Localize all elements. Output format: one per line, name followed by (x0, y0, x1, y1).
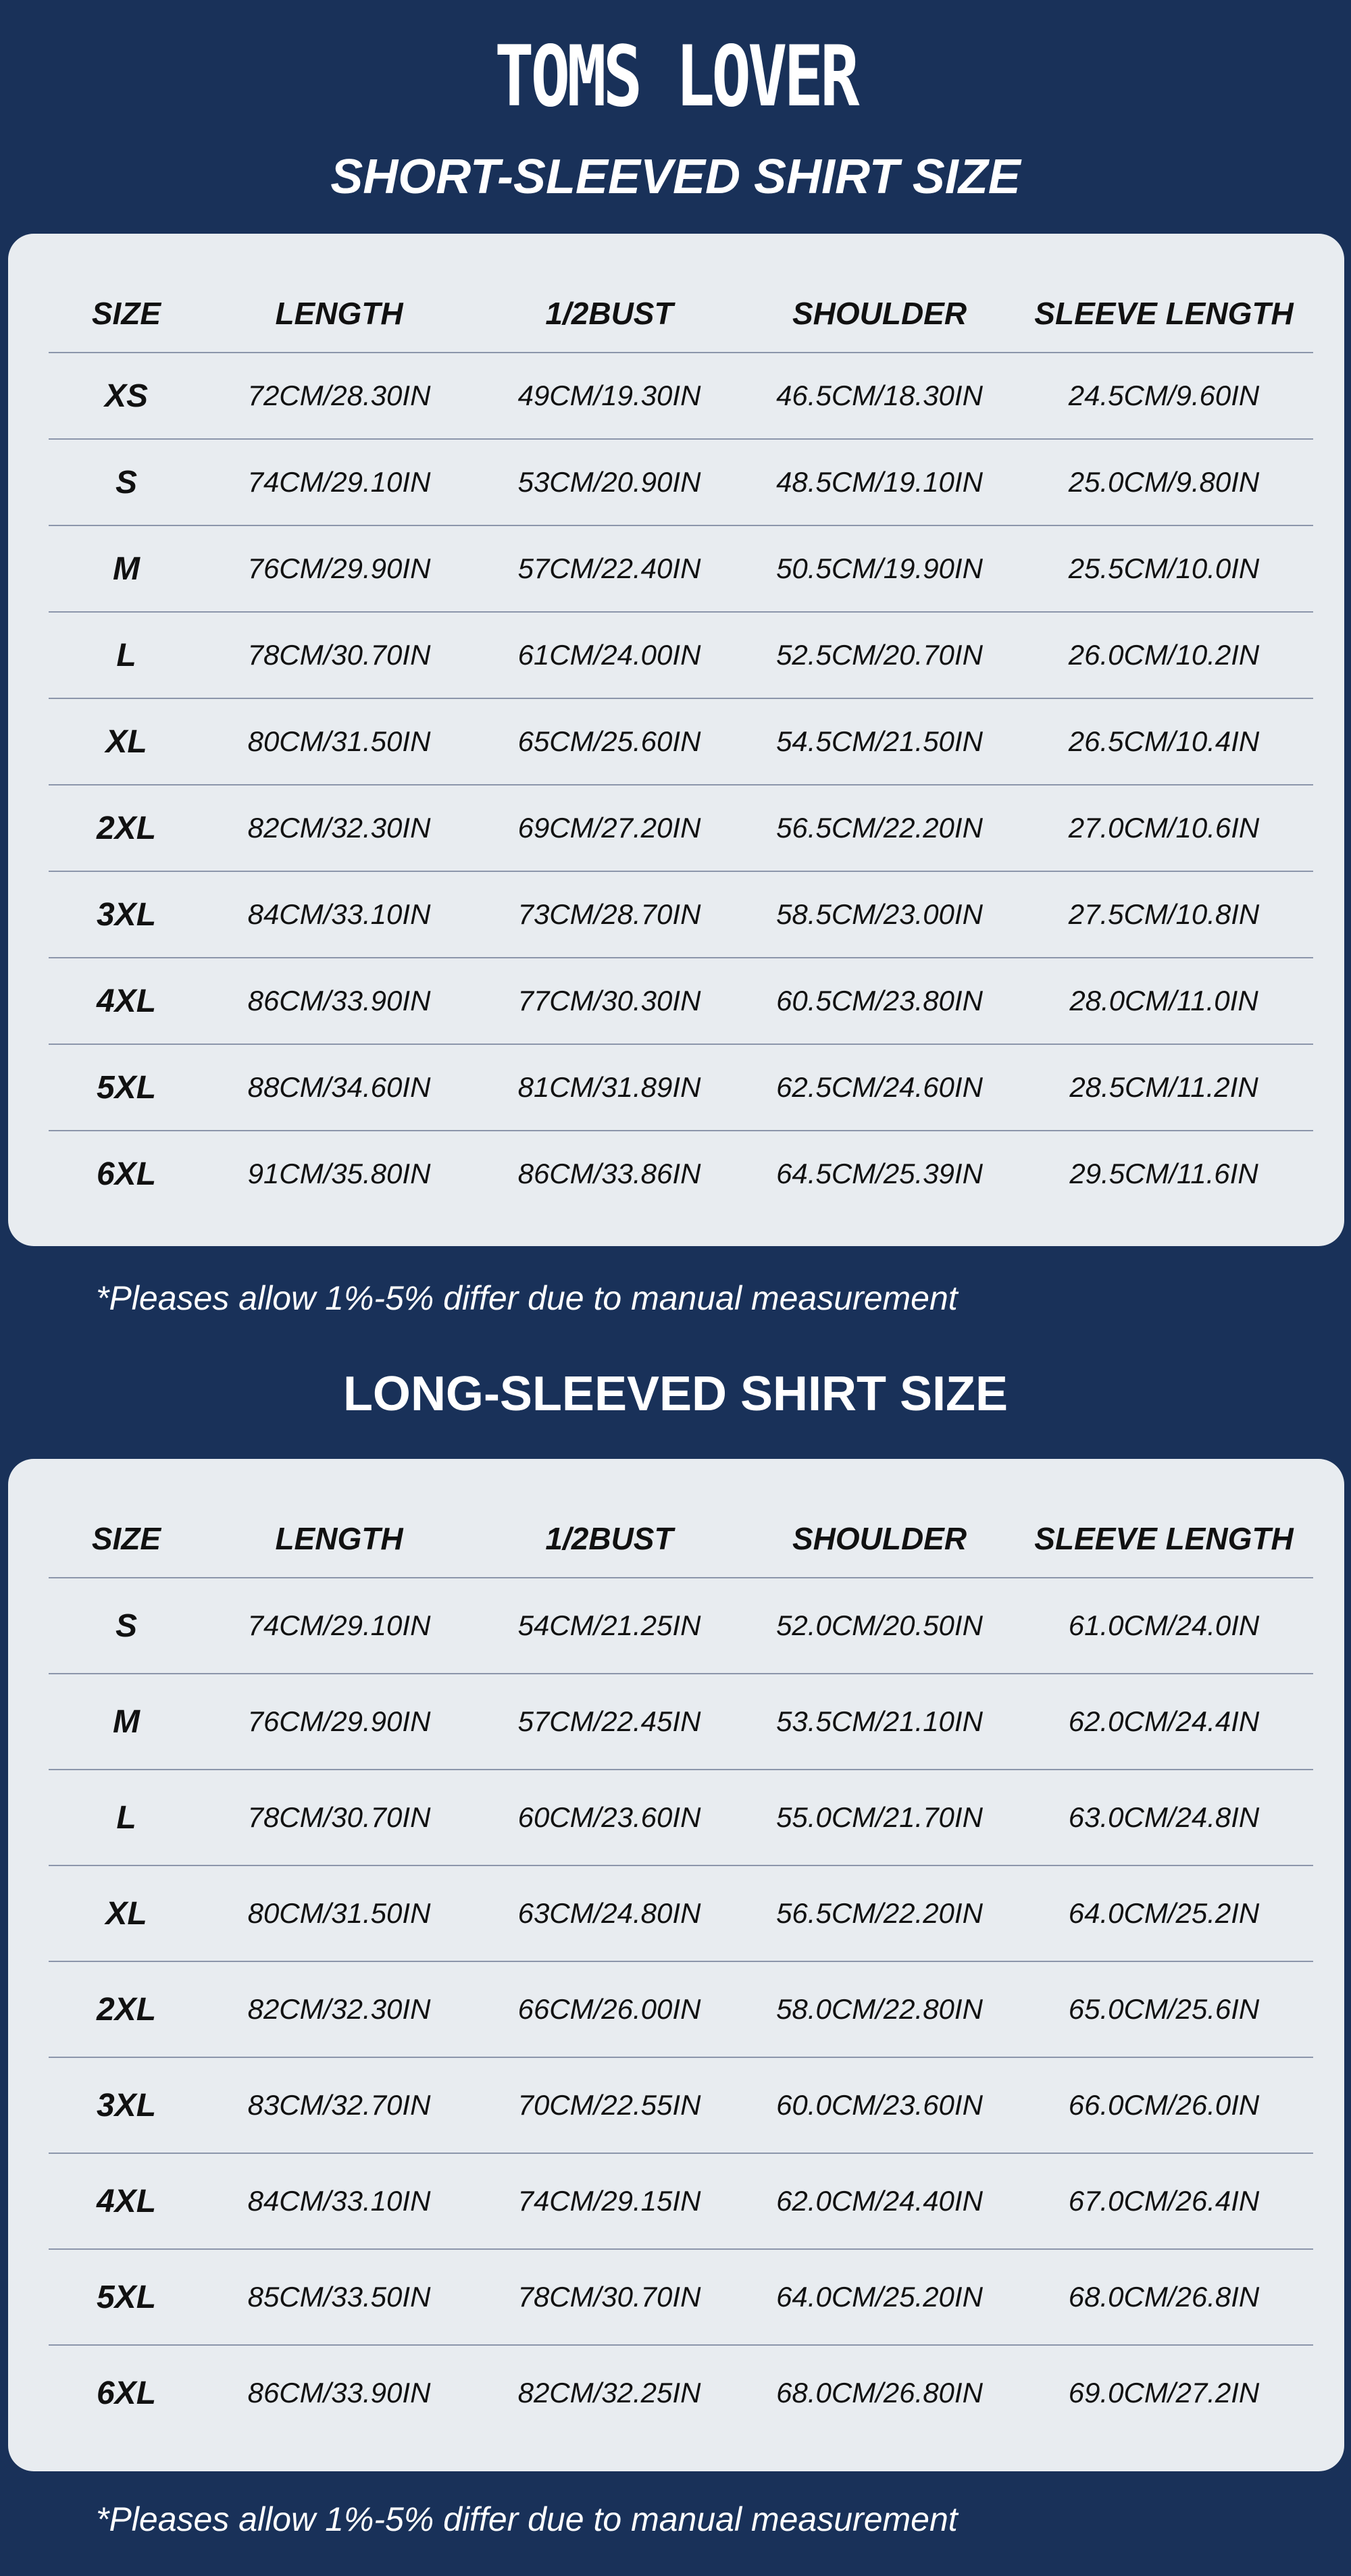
size-cell: S (49, 439, 204, 525)
shoulder-cell: 56.5CM/22.20IN (744, 1865, 1015, 1961)
short-sleeved-title: SHORT-SLEEVED SHIRT SIZE (330, 150, 1021, 204)
half-bust-cell: 70CM/22.55IN (474, 2057, 744, 2153)
shoulder-cell: 52.5CM/20.70IN (744, 612, 1015, 698)
shoulder-cell: 68.0CM/26.80IN (776, 2377, 983, 2408)
table-header-row (49, 1499, 1313, 1578)
length-cell: 88CM/34.60IN (204, 1044, 474, 1131)
table-row (49, 1770, 1313, 1865)
table-row (49, 698, 1313, 785)
length-cell: 78CM/30.70IN (204, 1770, 474, 1865)
sleeve-length-cell: 28.0CM/11.0IN (1015, 958, 1313, 1044)
half-bust-cell: 49CM/19.30IN (474, 353, 744, 439)
sleeve-length-cell: 66.0CM/26.0IN (1015, 2057, 1313, 2153)
table-row (49, 525, 1313, 612)
sleeve-length-cell: 67.0CM/26.4IN (1015, 2153, 1313, 2249)
short-sleeved-size-table (49, 274, 1313, 1216)
half-bust-cell: 65CM/25.60IN (474, 698, 744, 785)
shoulder-cell: 58.0CM/22.80IN (744, 1961, 1015, 2057)
length-cell: 84CM/33.10IN (204, 2153, 474, 2249)
table-row (49, 439, 1313, 525)
size-cell: M (49, 525, 204, 612)
shoulder-cell: 46.5CM/18.30IN (744, 353, 1015, 439)
sleeve-length-cell: 62.0CM/24.4IN (1015, 1674, 1313, 1770)
size-cell: 6XL (96, 2375, 157, 2411)
half-bust-cell: 86CM/33.86IN (517, 1158, 701, 1189)
shoulder-cell: 48.5CM/19.10IN (744, 439, 1015, 525)
header-half-bust: 1/2BUST (474, 1499, 744, 1578)
shoulder-cell: 54.5CM/21.50IN (744, 698, 1015, 785)
length-cell: 80CM/31.50IN (204, 1865, 474, 1961)
sleeve-length-cell: 64.0CM/25.2IN (1015, 1865, 1313, 1961)
length-cell: 86CM/33.90IN (247, 2377, 431, 2408)
half-bust-cell: 73CM/28.70IN (474, 871, 744, 958)
size-cell: 3XL (49, 871, 204, 958)
long-sleeved-title: LONG-SLEEVED SHIRT SIZE (342, 1367, 1009, 1421)
header-half-bust: 1/2BUST (474, 274, 744, 353)
size-cell: 6XL (96, 1156, 157, 1192)
shoulder-cell: 62.0CM/24.40IN (744, 2153, 1015, 2249)
sleeve-length-cell: 29.5CM/11.6IN (1069, 1158, 1258, 1189)
sleeve-length-cell: 61.0CM/24.0IN (1015, 1578, 1313, 1674)
sleeve-length-cell: 28.5CM/11.2IN (1015, 1044, 1313, 1131)
table-row (49, 2153, 1313, 2249)
short-sleeved-measurement-note: *Pleases allow 1%-5% differ due to manual measurement (96, 1279, 958, 1317)
length-cell: 80CM/31.50IN (204, 698, 474, 785)
table-row (49, 2249, 1313, 2345)
length-cell: 74CM/29.10IN (204, 439, 474, 525)
shoulder-cell: 58.5CM/23.00IN (744, 871, 1015, 958)
size-cell: 5XL (49, 2249, 204, 2345)
length-cell: 76CM/29.90IN (204, 525, 474, 612)
shoulder-cell: 50.5CM/19.90IN (744, 525, 1015, 612)
table-row (49, 353, 1313, 439)
sleeve-length-cell: 24.5CM/9.60IN (1015, 353, 1313, 439)
sleeve-length-cell: 65.0CM/25.6IN (1015, 1961, 1313, 2057)
table-row (49, 1044, 1313, 1131)
sleeve-length-cell: 25.0CM/9.80IN (1015, 439, 1313, 525)
size-cell: 2XL (49, 785, 204, 871)
shoulder-cell: 60.5CM/23.80IN (744, 958, 1015, 1044)
size-cell: L (49, 612, 204, 698)
shoulder-cell: 60.0CM/23.60IN (744, 2057, 1015, 2153)
shoulder-cell: 56.5CM/22.20IN (744, 785, 1015, 871)
shoulder-cell: 64.0CM/25.20IN (744, 2249, 1015, 2345)
half-bust-cell: 61CM/24.00IN (474, 612, 744, 698)
size-cell: S (49, 1578, 204, 1674)
header-shoulder: SHOULDER (744, 1499, 1015, 1578)
shoulder-cell: 64.5CM/25.39IN (776, 1158, 983, 1189)
sleeve-length-cell: 63.0CM/24.8IN (1015, 1770, 1313, 1865)
header-size: SIZE (49, 1499, 204, 1578)
half-bust-cell: 78CM/30.70IN (474, 2249, 744, 2345)
size-cell: 2XL (49, 1961, 204, 2057)
size-cell: XL (49, 1865, 204, 1961)
size-cell: 3XL (49, 2057, 204, 2153)
brand-logo: TOMS LOVER (494, 28, 857, 126)
table-row (49, 1131, 1313, 1216)
table-row (49, 958, 1313, 1044)
table-row (49, 785, 1313, 871)
half-bust-cell: 69CM/27.20IN (474, 785, 744, 871)
table-row (49, 1578, 1313, 1674)
half-bust-cell: 77CM/30.30IN (474, 958, 744, 1044)
half-bust-cell: 63CM/24.80IN (474, 1865, 744, 1961)
table-header-row (49, 274, 1313, 353)
sleeve-length-cell: 69.0CM/27.2IN (1068, 2377, 1260, 2408)
length-cell: 72CM/28.30IN (204, 353, 474, 439)
length-cell: 85CM/33.50IN (204, 2249, 474, 2345)
table-row (49, 871, 1313, 958)
length-cell: 74CM/29.10IN (204, 1578, 474, 1674)
table-row (49, 2345, 1313, 2440)
half-bust-cell: 81CM/31.89IN (474, 1044, 744, 1131)
table-row (49, 1674, 1313, 1770)
size-cell: XS (49, 353, 204, 439)
shoulder-cell: 55.0CM/21.70IN (744, 1770, 1015, 1865)
length-cell: 91CM/35.80IN (247, 1158, 431, 1189)
header-size: SIZE (49, 274, 204, 353)
length-cell: 78CM/30.70IN (204, 612, 474, 698)
table-row (49, 1961, 1313, 2057)
size-cell: XL (49, 698, 204, 785)
header-shoulder: SHOULDER (744, 274, 1015, 353)
header-sleeve-length: SLEEVE LENGTH (1015, 1499, 1313, 1578)
sleeve-length-cell: 68.0CM/26.8IN (1015, 2249, 1313, 2345)
length-cell: 84CM/33.10IN (204, 871, 474, 958)
half-bust-cell: 57CM/22.45IN (474, 1674, 744, 1770)
half-bust-cell: 54CM/21.25IN (474, 1578, 744, 1674)
length-cell: 86CM/33.90IN (204, 958, 474, 1044)
size-cell: 5XL (49, 1044, 204, 1131)
long-sleeved-size-card (8, 1459, 1344, 2471)
sleeve-length-cell: 26.0CM/10.2IN (1015, 612, 1313, 698)
length-cell: 76CM/29.90IN (204, 1674, 474, 1770)
half-bust-cell: 74CM/29.15IN (474, 2153, 744, 2249)
sleeve-length-cell: 25.5CM/10.0IN (1015, 525, 1313, 612)
half-bust-cell: 57CM/22.40IN (474, 525, 744, 612)
header-length: LENGTH (204, 1499, 474, 1578)
length-cell: 82CM/32.30IN (204, 1961, 474, 2057)
half-bust-cell: 53CM/20.90IN (474, 439, 744, 525)
shoulder-cell: 52.0CM/20.50IN (744, 1578, 1015, 1674)
short-sleeved-size-card (8, 234, 1344, 1246)
table-row (49, 1865, 1313, 1961)
length-cell: 83CM/32.70IN (204, 2057, 474, 2153)
sleeve-length-cell: 26.5CM/10.4IN (1015, 698, 1313, 785)
size-cell: 4XL (49, 958, 204, 1044)
shoulder-cell: 62.5CM/24.60IN (744, 1044, 1015, 1131)
size-cell: 4XL (49, 2153, 204, 2249)
half-bust-cell: 66CM/26.00IN (474, 1961, 744, 2057)
length-cell: 82CM/32.30IN (204, 785, 474, 871)
sleeve-length-cell: 27.5CM/10.8IN (1015, 871, 1313, 958)
header-sleeve-length: SLEEVE LENGTH (1015, 274, 1313, 353)
sleeve-length-cell: 27.0CM/10.6IN (1015, 785, 1313, 871)
size-cell: M (49, 1674, 204, 1770)
shoulder-cell: 53.5CM/21.10IN (744, 1674, 1015, 1770)
table-row (49, 612, 1313, 698)
half-bust-cell: 60CM/23.60IN (474, 1770, 744, 1865)
size-cell: L (49, 1770, 204, 1865)
table-row (49, 2057, 1313, 2153)
header-length: LENGTH (204, 274, 474, 353)
half-bust-cell: 82CM/32.25IN (517, 2377, 701, 2408)
long-sleeved-measurement-note: *Pleases allow 1%-5% differ due to manual measurement (96, 2500, 958, 2538)
long-sleeved-size-table (49, 1499, 1313, 2440)
